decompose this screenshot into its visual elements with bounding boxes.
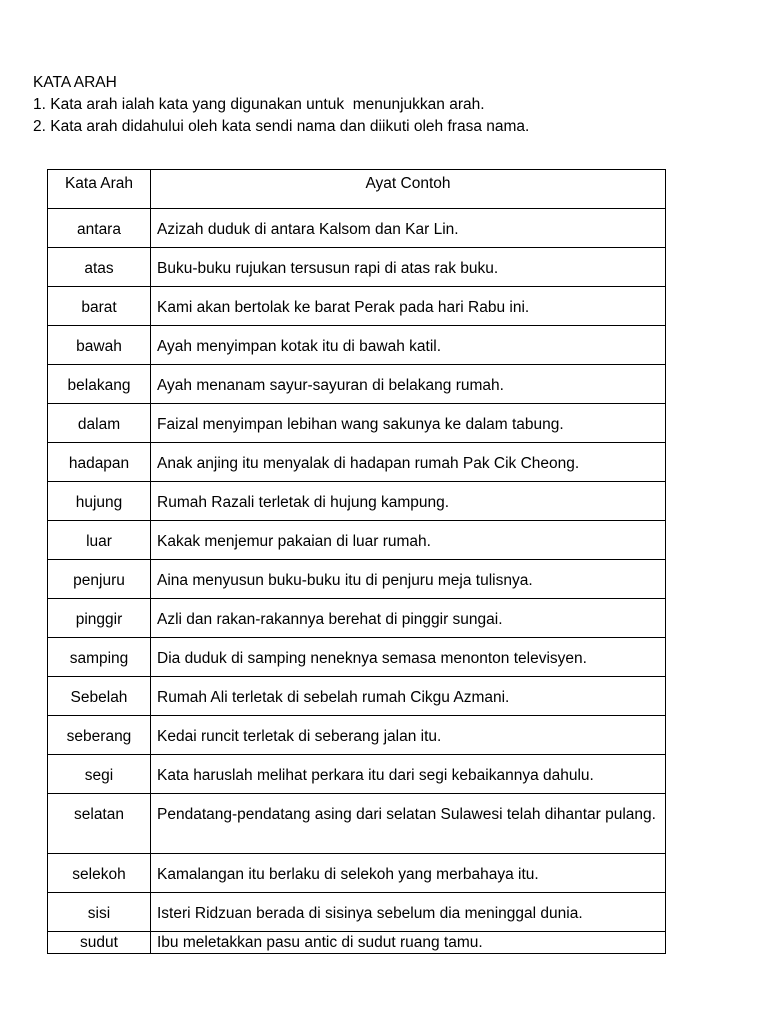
table-row — [48, 443, 666, 482]
kata-arah-cell: samping — [48, 638, 151, 677]
ayat-contoh-cell: Anak anjing itu menyalak di hadapan rumah Pak Cik Cheong. — [151, 443, 666, 482]
table-row — [48, 794, 666, 854]
ayat-contoh-cell: Kakak menjemur pakaian di luar rumah. — [151, 521, 666, 560]
kata-arah-cell: dalam — [48, 404, 151, 443]
table-row — [48, 893, 666, 932]
page-title: KATA ARAH — [33, 74, 117, 91]
kata-arah-cell: hadapan — [48, 443, 151, 482]
kata-arah-cell: selatan — [48, 794, 151, 854]
table-row — [48, 599, 666, 638]
ayat-contoh-cell: Kata haruslah melihat perkara itu dari segi kebaikannya dahulu. — [151, 755, 666, 794]
table-row — [48, 677, 666, 716]
kata-arah-cell: hujung — [48, 482, 151, 521]
column-header-ayat-contoh: Ayat Contoh — [151, 170, 666, 209]
ayat-contoh-cell: Rumah Razali terletak di hujung kampung. — [151, 482, 666, 521]
ayat-contoh-cell: Isteri Ridzuan berada di sisinya sebelum dia meninggal dunia. — [151, 893, 666, 932]
table-row — [48, 287, 666, 326]
table-row — [48, 404, 666, 443]
document-header — [33, 72, 529, 138]
ayat-contoh-cell: Pendatang-pendatang asing dari selatan Sulawesi telah dihantar pulang. — [151, 794, 666, 854]
column-header-kata-arah: Kata Arah — [48, 170, 151, 209]
kata-arah-cell: sisi — [48, 893, 151, 932]
kata-arah-cell: Sebelah — [48, 677, 151, 716]
table-row — [48, 854, 666, 893]
kata-arah-table — [47, 169, 666, 954]
table-row — [48, 932, 666, 954]
table-row — [48, 365, 666, 404]
ayat-contoh-cell: Rumah Ali terletak di sebelah rumah Cikgu Azmani. — [151, 677, 666, 716]
kata-arah-cell: antara — [48, 209, 151, 248]
ayat-contoh-cell: Ayah menyimpan kotak itu di bawah katil. — [151, 326, 666, 365]
ayat-contoh-cell: Kedai runcit terletak di seberang jalan itu. — [151, 716, 666, 755]
kata-arah-cell: penjuru — [48, 560, 151, 599]
ayat-contoh-cell: Azizah duduk di antara Kalsom dan Kar Lin. — [151, 209, 666, 248]
table-row — [48, 326, 666, 365]
table-row — [48, 209, 666, 248]
definition-point-2: 2. Kata arah didahului oleh kata sendi nama dan diikuti oleh frasa nama. — [33, 118, 530, 135]
ayat-contoh-cell: Azli dan rakan-rakannya berehat di pinggir sungai. — [151, 599, 666, 638]
ayat-contoh-cell: Ayah menanam sayur-sayuran di belakang rumah. — [151, 365, 666, 404]
table-row — [48, 248, 666, 287]
kata-arah-cell: seberang — [48, 716, 151, 755]
kata-arah-cell: barat — [48, 287, 151, 326]
table-row — [48, 716, 666, 755]
ayat-contoh-cell: Kamalangan itu berlaku di selekoh yang merbahaya itu. — [151, 854, 666, 893]
ayat-contoh-cell: Faizal menyimpan lebihan wang sakunya ke dalam tabung. — [151, 404, 666, 443]
kata-arah-cell: pinggir — [48, 599, 151, 638]
ayat-contoh-cell: Ibu meletakkan pasu antic di sudut ruang tamu. — [151, 932, 666, 954]
table-row — [48, 755, 666, 794]
kata-arah-cell: bawah — [48, 326, 151, 365]
table-row — [48, 521, 666, 560]
kata-arah-cell: sudut — [48, 932, 151, 954]
ayat-contoh-cell: Buku-buku rujukan tersusun rapi di atas rak buku. — [151, 248, 666, 287]
kata-arah-cell: belakang — [48, 365, 151, 404]
table-row — [48, 638, 666, 677]
ayat-contoh-cell: Dia duduk di samping neneknya semasa menonton televisyen. — [151, 638, 666, 677]
kata-arah-cell: atas — [48, 248, 151, 287]
kata-arah-cell: segi — [48, 755, 151, 794]
table-row — [48, 560, 666, 599]
kata-arah-cell: selekoh — [48, 854, 151, 893]
ayat-contoh-cell: Aina menyusun buku-buku itu di penjuru meja tulisnya. — [151, 560, 666, 599]
table-header-row — [48, 170, 666, 209]
table-row — [48, 482, 666, 521]
kata-arah-cell: luar — [48, 521, 151, 560]
definition-point-1: 1. Kata arah ialah kata yang digunakan untuk menunjukkan arah. — [33, 96, 485, 113]
ayat-contoh-cell: Kami akan bertolak ke barat Perak pada hari Rabu ini. — [151, 287, 666, 326]
